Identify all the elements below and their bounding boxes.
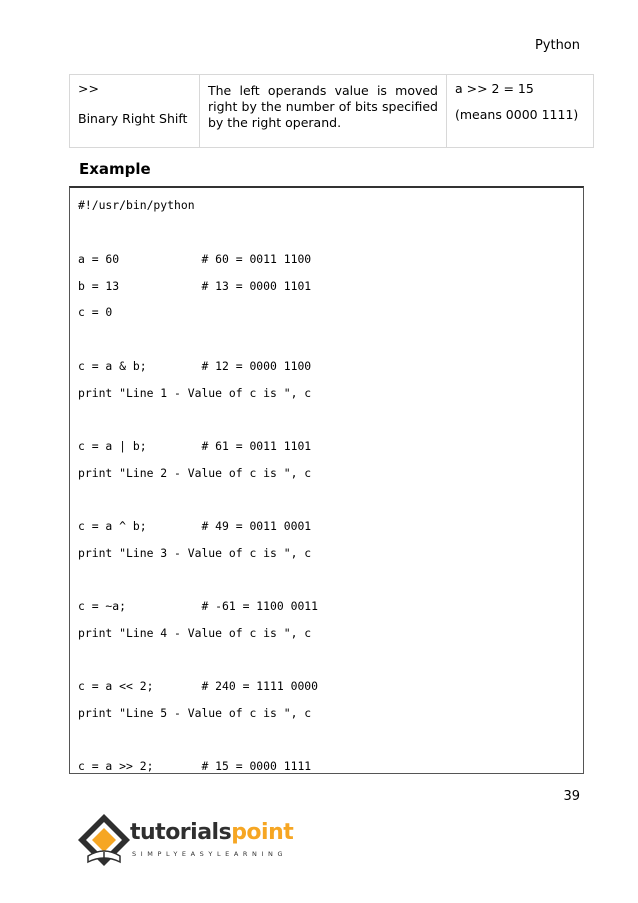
operator-example-cell — [447, 75, 594, 148]
code-line: c = a ^ b; # 49 = 0011 0001 — [78, 519, 312, 533]
code-line: c = 0 — [78, 305, 113, 319]
operator-example: a >> 2 = 15 — [455, 81, 534, 96]
code-line: c = a << 2; # 240 = 1111 0000 — [78, 679, 319, 693]
operator-symbol: >> — [78, 81, 99, 96]
code-line: print "Line 5 - Value of c is ", c — [78, 706, 312, 720]
code-line: a = 60 # 60 = 0011 1100 — [78, 252, 312, 266]
logo-word-part1: tutorials — [130, 820, 232, 845]
tutorialspoint-logo — [74, 810, 294, 876]
code-line: c = a & b; # 12 = 0000 1100 — [78, 359, 312, 373]
code-line: #!/usr/bin/python — [78, 198, 195, 212]
code-line: c = a | b; # 61 = 0011 1101 — [78, 439, 312, 453]
code-line: b = 13 # 13 = 0000 1101 — [78, 279, 312, 293]
page-header: Python — [534, 38, 580, 53]
code-line: print "Line 1 - Value of c is ", c — [78, 386, 312, 400]
operator-cell — [70, 75, 200, 148]
operator-name: Binary Right Shift — [78, 111, 188, 126]
logo-word-part2: point — [231, 820, 294, 845]
logo-tagline: SIMPLYEASYLEARNING — [132, 850, 288, 858]
operator-description: The left operands value is moved right by the number of bits specified by the right operand. — [200, 75, 447, 148]
code-block — [69, 186, 584, 774]
code-line: c = a >> 2; # 15 = 0000 1111 — [78, 759, 312, 773]
code-line: c = ~a; # -61 = 1100 0011 — [78, 599, 319, 613]
operator-example-note: (means 0000 1111) — [455, 107, 579, 122]
code-line: print "Line 2 - Value of c is ", c — [78, 466, 312, 480]
operator-table — [69, 74, 594, 148]
table-row — [70, 75, 594, 148]
page-number: 39 — [563, 789, 580, 804]
logo-wordmark — [130, 820, 293, 845]
code-line: print "Line 4 - Value of c is ", c — [78, 626, 312, 640]
code-line: print "Line 3 - Value of c is ", c — [78, 546, 312, 560]
example-heading: Example — [79, 160, 151, 178]
logo-emblem-icon — [74, 810, 134, 876]
